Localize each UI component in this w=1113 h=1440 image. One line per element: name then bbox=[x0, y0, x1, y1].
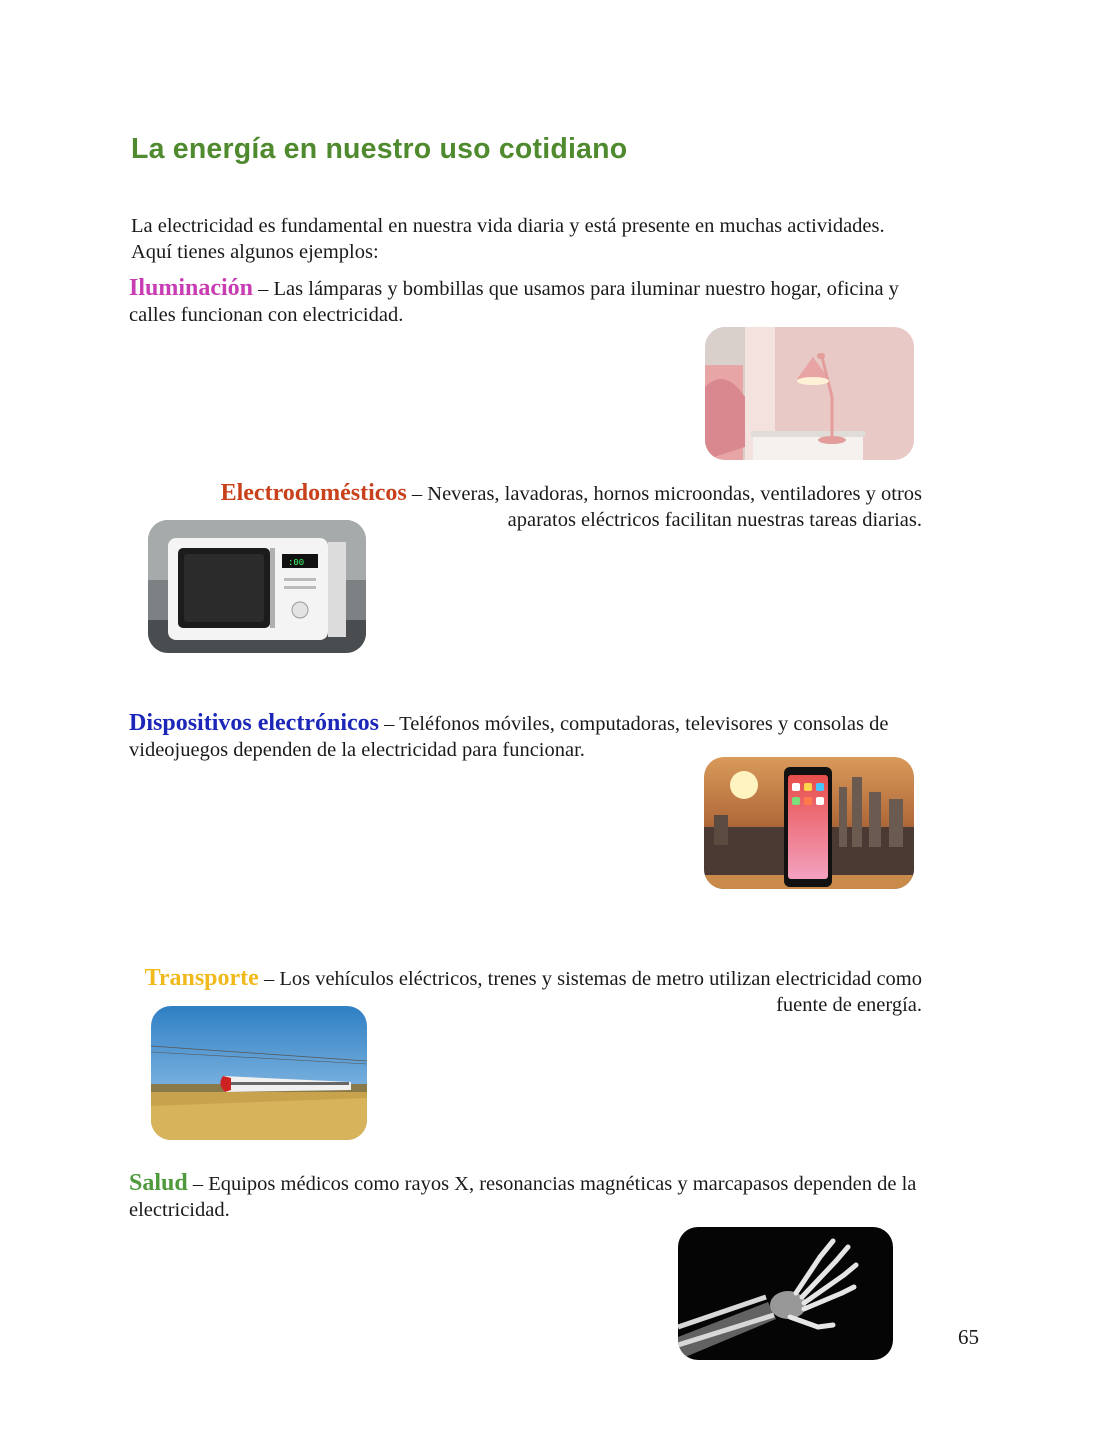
text-iluminacion: – Las lámparas y bombillas que usamos para iluminar nuestro hogar, oficina y calles funcionan con electricidad. bbox=[129, 278, 899, 326]
page-title: La energía en nuestro uso cotidiano bbox=[131, 133, 628, 165]
text-electrodomesticos: – Neveras, lavadoras, hornos microondas, ventiladores y otros aparatos eléctricos facilitan nuestras tareas diarias. bbox=[406, 483, 922, 531]
section-dispositivos bbox=[129, 710, 929, 763]
term-transporte: Transporte bbox=[144, 965, 259, 991]
microwave-image bbox=[148, 520, 366, 653]
intro-paragraph bbox=[131, 213, 961, 265]
intro-line-2: Aquí tienes algunos ejemplos: bbox=[131, 241, 379, 263]
term-salud: Salud bbox=[129, 1170, 188, 1196]
svg-text::00: :00 bbox=[288, 558, 305, 568]
xray-image bbox=[678, 1227, 893, 1360]
term-dispositivos: Dispositivos electrónicos bbox=[129, 710, 379, 736]
lamp-image bbox=[705, 327, 914, 460]
intro-line-1: La electricidad es fundamental en nuestra vida diaria y está presente en muchas actividades. bbox=[131, 215, 885, 237]
train-image bbox=[151, 1006, 367, 1140]
text-transporte: – Los vehículos eléctricos, trenes y sistemas de metro utilizan electricidad como fuente de energía. bbox=[258, 968, 922, 1016]
term-electrodomesticos: Electrodomésticos bbox=[220, 480, 407, 506]
smartphone-image bbox=[704, 757, 914, 889]
text-dispositivos: – Teléfonos móviles, computadoras, televisores y consolas de videojuegos dependen de la electricidad para funcionar. bbox=[129, 713, 889, 761]
section-salud bbox=[129, 1170, 929, 1223]
term-iluminacion: Iluminación bbox=[129, 275, 254, 301]
text-salud: – Equipos médicos como rayos X, resonancias magnéticas y marcapasos dependen de la electricidad. bbox=[129, 1173, 917, 1221]
page-number: 65 bbox=[958, 1325, 979, 1349]
section-iluminacion bbox=[129, 275, 929, 328]
